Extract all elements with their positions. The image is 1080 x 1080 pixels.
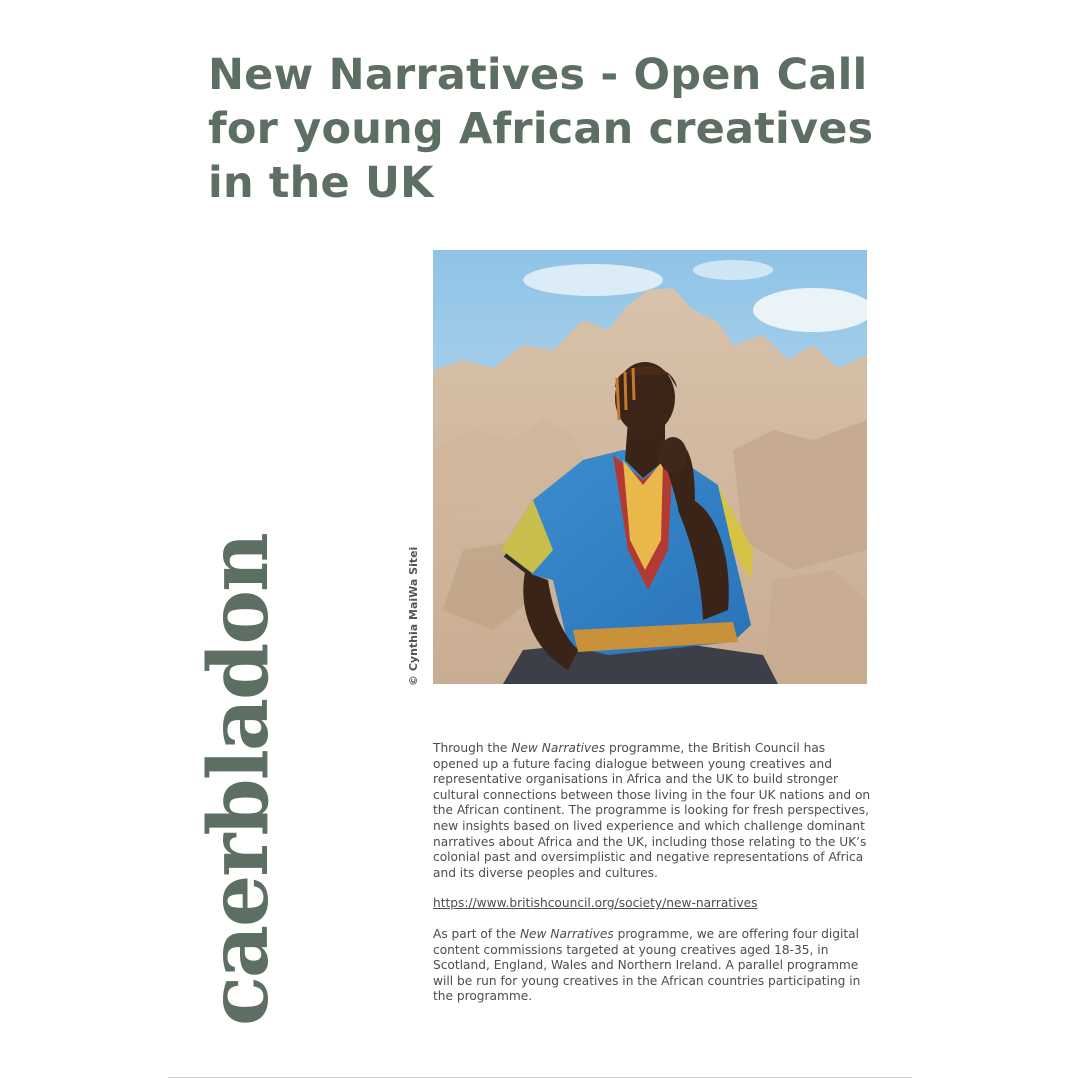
commission-paragraph: As part of the New Narratives programme, we are offering four digital content commissions targeted at young creatives aged 18-35, in Scotland, England, Wales and Northern Ireland. A parallel programme will be run for young creatives in the African countries participating in the programme.: [433, 926, 861, 1004]
link-paragraph: [433, 896, 873, 912]
portrait-illustration: [433, 250, 867, 684]
hero-photo: [433, 250, 867, 684]
page-title: New Narratives - Open Call for young African creatives in the UK: [208, 50, 874, 208]
footer-divider: [168, 1077, 912, 1078]
programme-link[interactable]: https://www.britishcouncil.org/society/new-narratives: [433, 896, 758, 911]
photo-credit: © Cynthia MaiWa Sitei: [407, 546, 420, 686]
intro-paragraph: Through the New Narratives programme, the British Council has opened up a future facing dialogue between young creatives and representative organisations in Africa and the UK to build stronger cultural connections between those living in the four UK nations and on the African continent. The programme is looking for fresh perspectives, new insights based on lived experience and which challenge dominant narratives about Africa and the UK, including those relating to the UK’s colonial past and oversimplistic and negative representations of Africa and its diverse peoples and cultures.: [433, 741, 871, 880]
brand-logo: caerbladon: [191, 534, 287, 1026]
body-copy: [433, 741, 873, 1020]
